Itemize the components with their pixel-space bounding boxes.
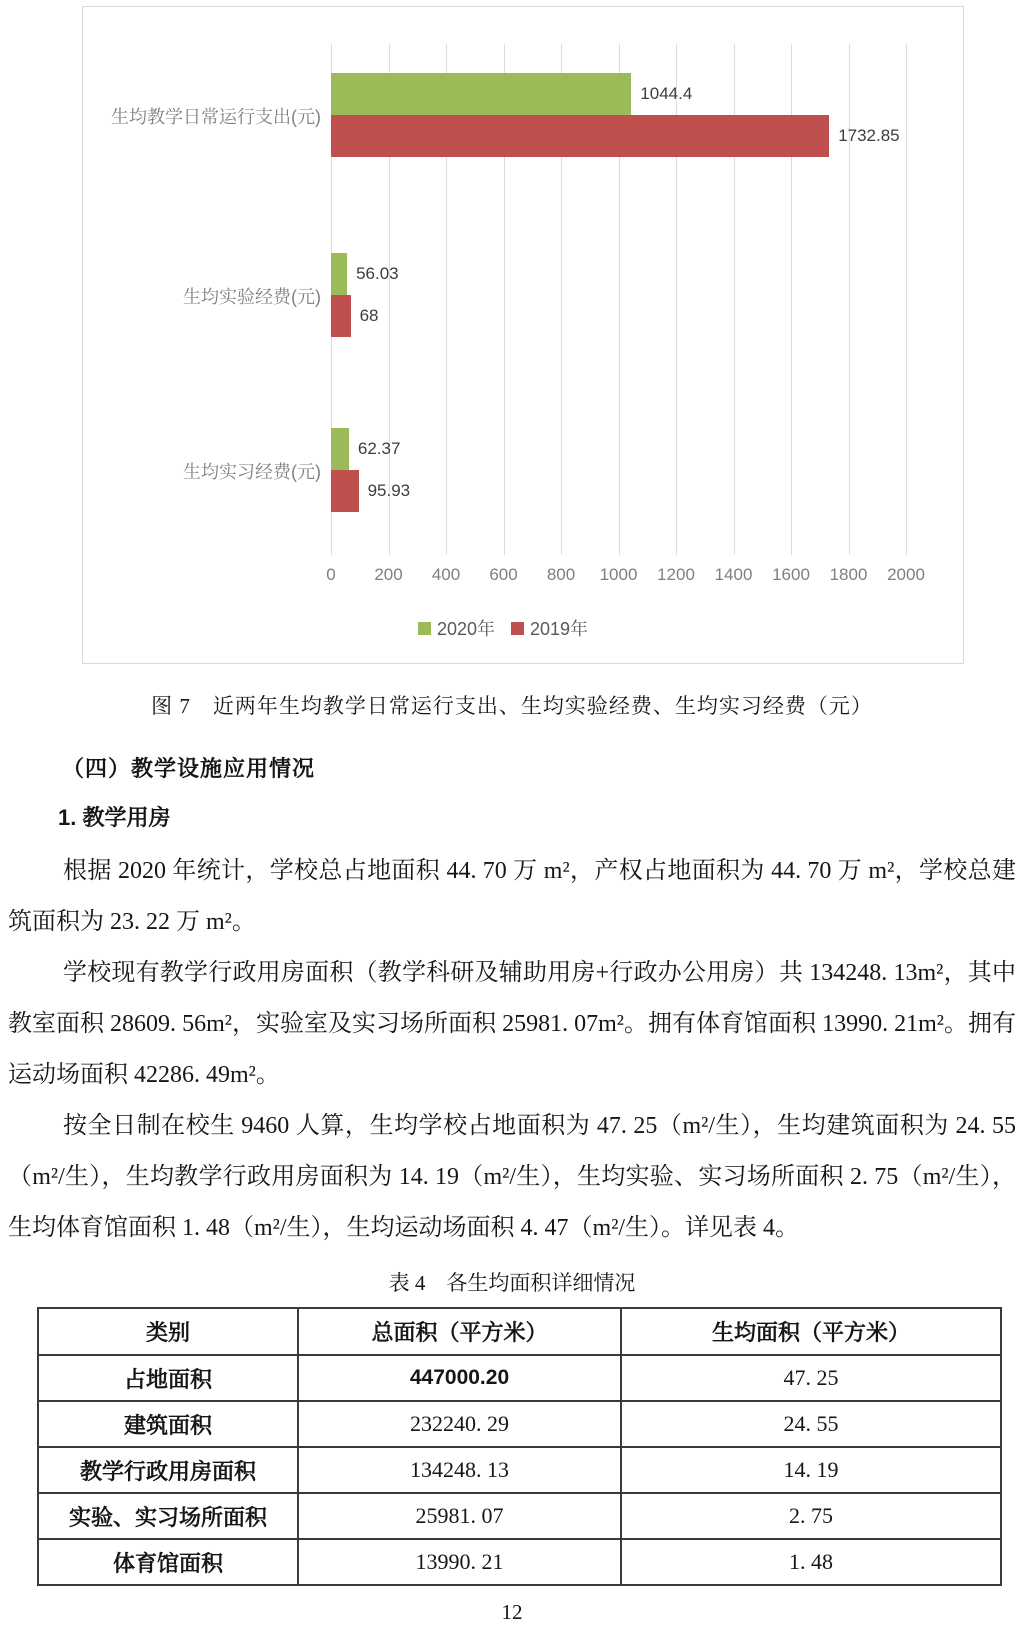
table-cell-value: 134248. 13 [298, 1447, 621, 1493]
x-axis-tick-label: 200 [374, 565, 403, 584]
paragraph-1: 根据 2020 年统计，学校总占地面积 44. 70 万 m²，产权占地面积为 44. 70 万 m²，学校总建筑面积为 23. 22 万 m²。 [8, 858, 1016, 935]
table-cell-value: 2. 75 [621, 1493, 1001, 1539]
x-axis-tick-label: 800 [546, 565, 576, 584]
bar-2019 [331, 295, 351, 337]
table-cell-value: 13990. 21 [298, 1539, 621, 1585]
bar-data-label: 68 [359, 306, 379, 325]
table-row [38, 1493, 1001, 1539]
table-title: 表 4 各生均面积详细情况 [388, 1271, 636, 1295]
x-axis-tick-label: 0 [326, 565, 336, 584]
bar-chart-plot [83, 7, 963, 663]
section-heading: （四）教学设施应用情况 [62, 756, 316, 781]
x-axis-tick-label: 1200 [657, 565, 695, 584]
table-cell-category: 体育馆面积 [38, 1539, 298, 1585]
table-header-cell: 类别 [38, 1308, 298, 1355]
table-cell-value: 1. 48 [621, 1539, 1001, 1585]
legend-swatch-icon [418, 622, 431, 635]
bar-2020 [331, 428, 349, 470]
area-table-head [38, 1308, 1001, 1355]
table-row [38, 1355, 1001, 1401]
legend-label: 2020年 [436, 619, 495, 639]
legend-item [418, 615, 495, 641]
x-axis-tick-label: 2000 [887, 565, 925, 584]
bar-data-label: 95.93 [367, 481, 411, 500]
table-cell-category: 实验、实习场所面积 [38, 1493, 298, 1539]
chart-legend [83, 615, 923, 641]
table-cell-category: 建筑面积 [38, 1401, 298, 1447]
bar-data-label: 62.37 [357, 439, 401, 458]
table-header-cell: 生均面积（平方米） [621, 1308, 1001, 1355]
table-cell-value: 47. 25 [621, 1355, 1001, 1401]
table-row [38, 1539, 1001, 1585]
table-row [38, 1401, 1001, 1447]
bar-chart [82, 6, 964, 664]
section-subheading: 1. 教学用房 [58, 805, 171, 830]
chart-gridline [906, 44, 907, 555]
table-cell-category: 占地面积 [38, 1355, 298, 1401]
table-cell-value: 447000.20 [298, 1355, 621, 1401]
bar-2020 [331, 253, 347, 295]
area-table [37, 1307, 1002, 1586]
legend-swatch-icon [511, 622, 524, 635]
table-row [38, 1447, 1001, 1493]
table-cell-category: 教学行政用房面积 [38, 1447, 298, 1493]
bar-data-label: 1732.85 [838, 126, 900, 145]
category-axis-label: 生均实习经费(元) [183, 462, 321, 482]
table-cell-value: 24. 55 [621, 1401, 1001, 1447]
table-cell-value: 14. 19 [621, 1447, 1001, 1493]
bar-2019 [331, 470, 359, 512]
x-axis-tick-label: 600 [489, 565, 518, 584]
legend-item [511, 615, 588, 641]
x-axis-tick-label: 1400 [714, 565, 753, 584]
category-axis-label: 生均实验经费(元) [183, 287, 321, 307]
table-cell-value: 232240. 29 [298, 1401, 621, 1447]
area-table-body [38, 1355, 1001, 1585]
paragraph-3: 按全日制在校生 9460 人算，生均学校占地面积为 47. 25（m²/生），生均建筑面积为 24. 55（m²/生），生均教学行政用房面积为 14. 19（m²/生），生均实验、实习场所面积 2. 75（m²/生），生均体育馆面积 1. 48（m²/生），生均运动场面积 4. 47（m²/生）。详见表 4。 [8, 1113, 1016, 1241]
x-axis-tick-label: 1800 [829, 565, 868, 584]
x-axis-tick-label: 1600 [772, 565, 810, 584]
bar-2020 [331, 73, 631, 115]
paragraph-2: 学校现有教学行政用房面积（教学科研及辅助用房+行政办公用房）共 134248. 13m²，其中教室面积 28609. 56m²，实验室及实习场所面积 25981. 07m²。拥有体育馆面积 13990. 21m²。拥有运动场面积 42286. 49m²。 [8, 960, 1016, 1088]
page-number: 12 [501, 1600, 523, 1624]
bar-data-label: 1044.4 [640, 84, 693, 103]
table-header-row [38, 1308, 1001, 1355]
legend-label: 2019年 [530, 619, 589, 639]
bar-data-label: 56.03 [356, 264, 399, 283]
table-cell-value: 25981. 07 [298, 1493, 621, 1539]
bar-2019 [331, 115, 829, 157]
table-header-cell: 总面积（平方米） [298, 1308, 621, 1355]
figure-caption: 图 7 近两年生均教学日常运行支出、生均实验经费、生均实习经费（元） [151, 694, 873, 718]
body-text [8, 846, 1016, 1254]
x-axis-tick-label: 400 [431, 565, 461, 584]
x-axis-tick-label: 1000 [599, 565, 638, 584]
category-axis-label: 生均教学日常运行支出(元) [111, 107, 321, 127]
